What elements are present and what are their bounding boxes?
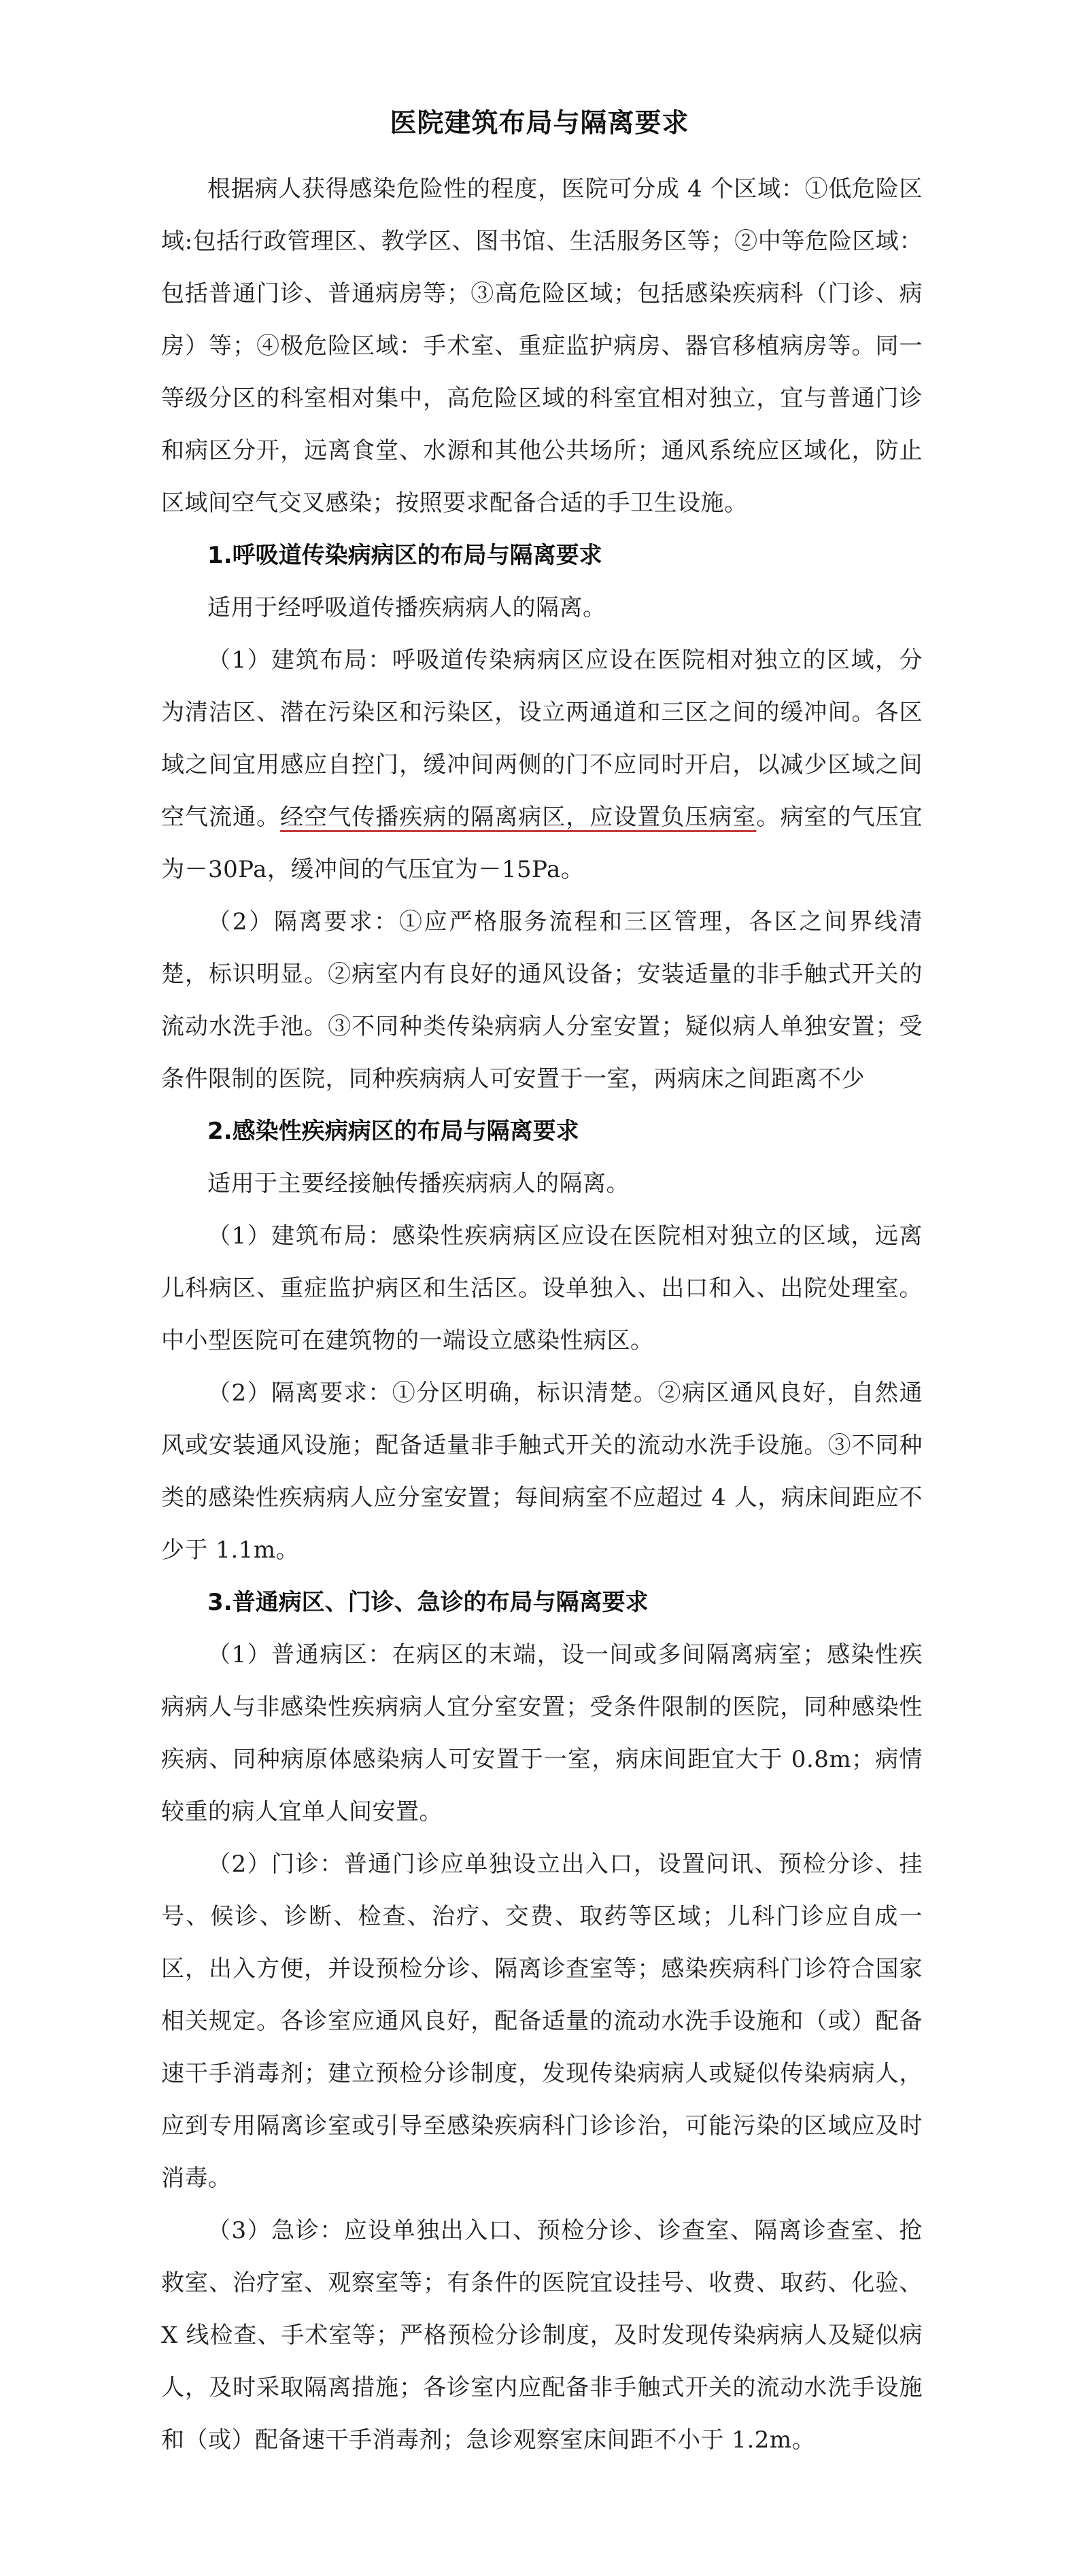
intro-paragraph: 根据病人获得感染危险性的程度，医院可分成 4 个区域：①低危险区域:包括行政管理区、教学区、图书馆、生活服务区等；②中等危险区域：包括普通门诊、普通病房等；③高危险区域；包括感染疾病科（门诊、病房）等；④极危险区域：手术室、重症监护病房、器官移植病房等。同一等级分区的科室相对集中，高危险区域的科室宜相对独立，宜与普通门诊和病区分开，远离食堂、水源和其他公共场所；通风系统应区域化，防止区域间空气交叉感染；按照要求配备合适的手卫生设施。 (161, 175, 923, 517)
section-1-layout-text: （1）建筑布局：呼吸道传染病病区应设在医院相对独立的区域，分为清洁区、潜在污染区和污染区，设立两通道和三区之间的缓冲间。各区域之间宜用感应自控门，缓冲间两侧的门不应同时开启，以减少区域之间空气流通。 (161, 647, 923, 831)
section-2-heading: 2.感染性疾病病区的布局与隔离要求 (207, 1118, 579, 1145)
section-3-ward: （1）普通病区：在病区的末端，设一间或多间隔离病室；感染性疾病病人与非感染性疾病病人宜分室安置；受条件限制的医院，同种感染性疾病、同种病原体感染病人可安置于一室，病床间距宜大于 0.8m；病情较重的病人宜单人间安置。 (161, 1641, 923, 1825)
section-3-heading: 3.普通病区、门诊、急诊的布局与隔离要求 (207, 1589, 649, 1616)
section-1-layout-text-end: 。病室的气压宜为－30Pa，缓冲间的气压宜为－15Pa。 (161, 804, 923, 883)
section-2-layout: （1）建筑布局：感染性疾病病区应设在医院相对独立的区域，远离儿科病区、重症监护病区和生活区。设单独入、出口和入、出院处理室。中小型医院可在建筑物的一端设立感染性病区。 (161, 1222, 923, 1354)
section-1-heading: 1.呼吸道传染病病区的布局与隔离要求 (207, 542, 602, 569)
section-1-applicability: 适用于经呼吸道传播疾病病人的隔离。 (207, 594, 606, 621)
section-1-isolation: （2）隔离要求：①应严格服务流程和三区管理，各区之间界线清楚，标识明显。②病室内有良好的通风设备；安装适量的非手触式开关的流动水洗手池。③不同种类传染病病人分室安置；疑似病人单独安置；受条件限制的医院，同种疾病病人可安置于一室，两病床之间距离不少 (161, 908, 923, 1093)
section-3-outpatient: （2）门诊：普通门诊应单独设立出入口，设置问讯、预检分诊、挂号、候诊、诊断、检查、治疗、交费、取药等区域；儿科门诊应自成一区，出入方便，并设预检分诊、隔离诊查室等；感染疾病科门诊符合国家相关规定。各诊室应通风良好，配备适量的流动水洗手设施和（或）配备速干手消毒剂；建立预检分诊制度，发现传染病病人或疑似传染病病人，应到专用隔离诊室或引导至感染疾病科门诊诊治，可能污染的区域应及时消毒。 (161, 1851, 923, 2192)
section-2-isolation: （2）隔离要求：①分区明确，标识清楚。②病区通风良好，自然通风或安装通风设施；配备适量非手触式开关的流动水洗手设施。③不同种类的感染性疾病病人应分室安置；每间病室不应超过 4 人，病床间距应不少于 1.1m。 (161, 1379, 923, 1564)
section-2-applicability: 适用于主要经接触传播疾病病人的隔离。 (207, 1170, 630, 1197)
document-title: 医院建筑布局与隔离要求 (390, 108, 689, 139)
section-1-layout (161, 634, 923, 896)
document-body (161, 163, 923, 2467)
section-1-layout-highlight: 经空气传播疾病的隔离病区，应设置负压病室 (280, 804, 757, 831)
section-3-emergency: （3）急诊：应设单独出入口、预检分诊、诊查室、隔离诊查室、抢救室、治疗室、观察室等；有条件的医院宜设挂号、收费、取药、化验、X 线检查、手术室等；严格预检分诊制度，及时发现传染病病人及疑似病人，及时采取隔离措施；各诊室内应配备非手触式开关的流动水洗手设施和（或）配备速干手消毒剂；急诊观察室床间距不小于 1.2m。 (161, 2217, 923, 2454)
